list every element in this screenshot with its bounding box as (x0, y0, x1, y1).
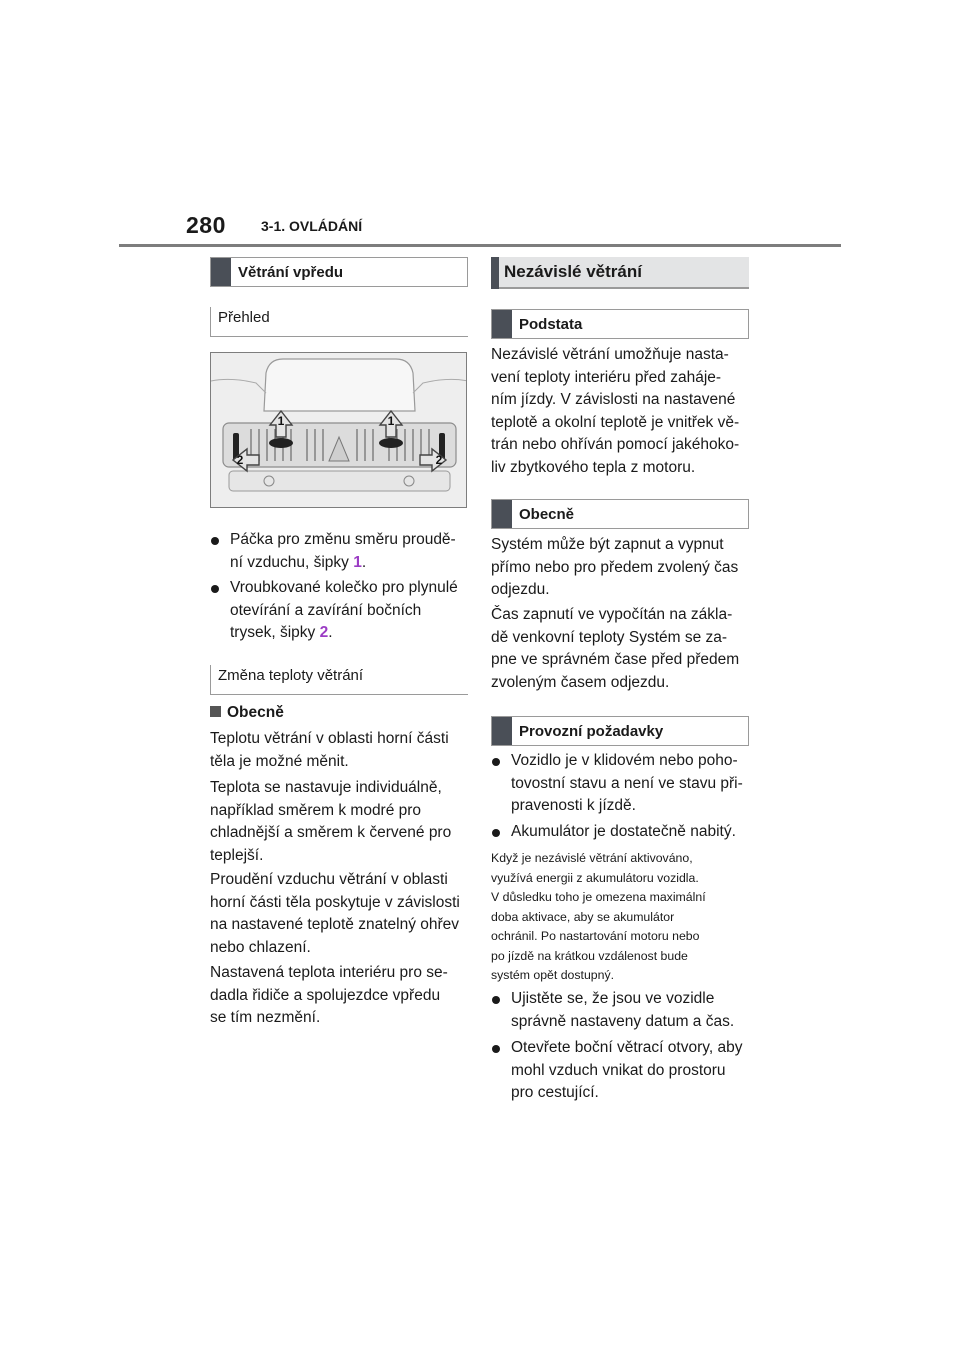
page-number: 280 (186, 212, 226, 238)
right-lever (379, 438, 403, 448)
left-lever (269, 438, 293, 448)
ref-2: 2 (319, 624, 329, 641)
chapter-title: 3-1. OVLÁDÁNÍ (261, 218, 363, 234)
front-ventilation-title: Větrání vpředu (238, 264, 344, 281)
left-paragraph-1: Teplotu větrání v oblasti horní části těla je možné měnit. (210, 730, 449, 770)
label-1-left: 1 (277, 414, 285, 428)
left-paragraph-2: Teplota se nastavuje individuálně, například směrem k modré pro chladnější a směrem k červené pro teplejší. (210, 779, 452, 864)
left-paragraph-3: Proudění vzduchu větrání v oblasti horní části těla poskytuje v závislosti na nastavené teplotě znatelný ohřev nebo chlazení. (210, 871, 460, 956)
temperature-label: Změna teploty větrání (218, 667, 364, 684)
general-heading-right: Obecně (491, 499, 749, 529)
front-ventilation-heading (210, 257, 468, 287)
bullet-battery: Akumulátor je dostatečně nabitý. (491, 821, 756, 844)
left-paragraph-4: Nastavená teplota interiéru pro se- dadla řidiče a spolujezdce vpředu se tím nezmění. (210, 964, 448, 1026)
heading-bar (211, 258, 231, 286)
dashboard-vents-figure (210, 352, 467, 508)
independent-ventilation-section (491, 257, 749, 289)
overview-subheading (210, 307, 468, 337)
label-2-left: 2 (236, 453, 244, 467)
principle-heading: Podstata (491, 309, 749, 339)
bullet-date-time: Ujistěte se, že jsou ve vozidle správně nastaveny datum a čas. (491, 988, 756, 1033)
right-paragraph-1: Nezávislé větrání umožňuje nasta- vení teploty interiéru před zahájе- ním jízdy. V závislosti na nastavené teplotě a okolní teplotě je vnitřek vě- trán nebo ohříván pomocí jakéhoko- liv zbytkového tepla z motoru. (491, 346, 740, 476)
label-1-right: 1 (387, 414, 395, 428)
bullet-side-vents: Otevřete boční větrací otvory, aby mohl vzduch vnikat do prostoru pro cestující. (491, 1037, 756, 1105)
right-paragraph-2: Systém může být zapnut a vypnut přímo nebo pro předem zvolený čas odjezdu. (491, 536, 739, 598)
right-paragraph-3: Čas zapnutí ve vypočítán na zákla- dě venkovní teploty Systém se za- pne ve správném čase před předem zvoleným časem odjezdu. (491, 606, 740, 691)
general-heading: Obecně (210, 704, 284, 722)
bullet-vehicle-state: Vozidlo je v klidovém nebo poho- tovostní stavu a není ve stavu při- pravenosti k jízdě. (491, 750, 756, 818)
square-icon (210, 706, 221, 717)
display-outline (264, 359, 415, 411)
battery-note: Když je nezávislé větrání aktivováno, využívá energii z akumulátoru vozidla. V důsledku toho je omezena maximální doba aktivace, aby se akumulátor ochránil. Po nastartování motoru nebo po jízdě na krátkou vzdálenost bude systém opět dostupný. (491, 851, 706, 982)
dashboard-illustration (211, 353, 467, 508)
bullet-lever: Páčka pro změnu směru proudě- ní vzduchu, šipky 1. (210, 529, 470, 574)
bullet-wheel: Vroubkované kolečko pro plynulé otevírání a zavírání bočních trysek, šipky 2. (210, 577, 470, 645)
ref-1: 1 (353, 553, 362, 571)
temperature-subheading (210, 665, 468, 695)
overview-label: Přehled (218, 309, 270, 326)
section-title: Nezávislé větrání (504, 262, 642, 281)
header-rule (119, 244, 841, 247)
label-2-right: 2 (435, 453, 443, 467)
requirements-heading: Provozní požadavky (491, 716, 749, 746)
